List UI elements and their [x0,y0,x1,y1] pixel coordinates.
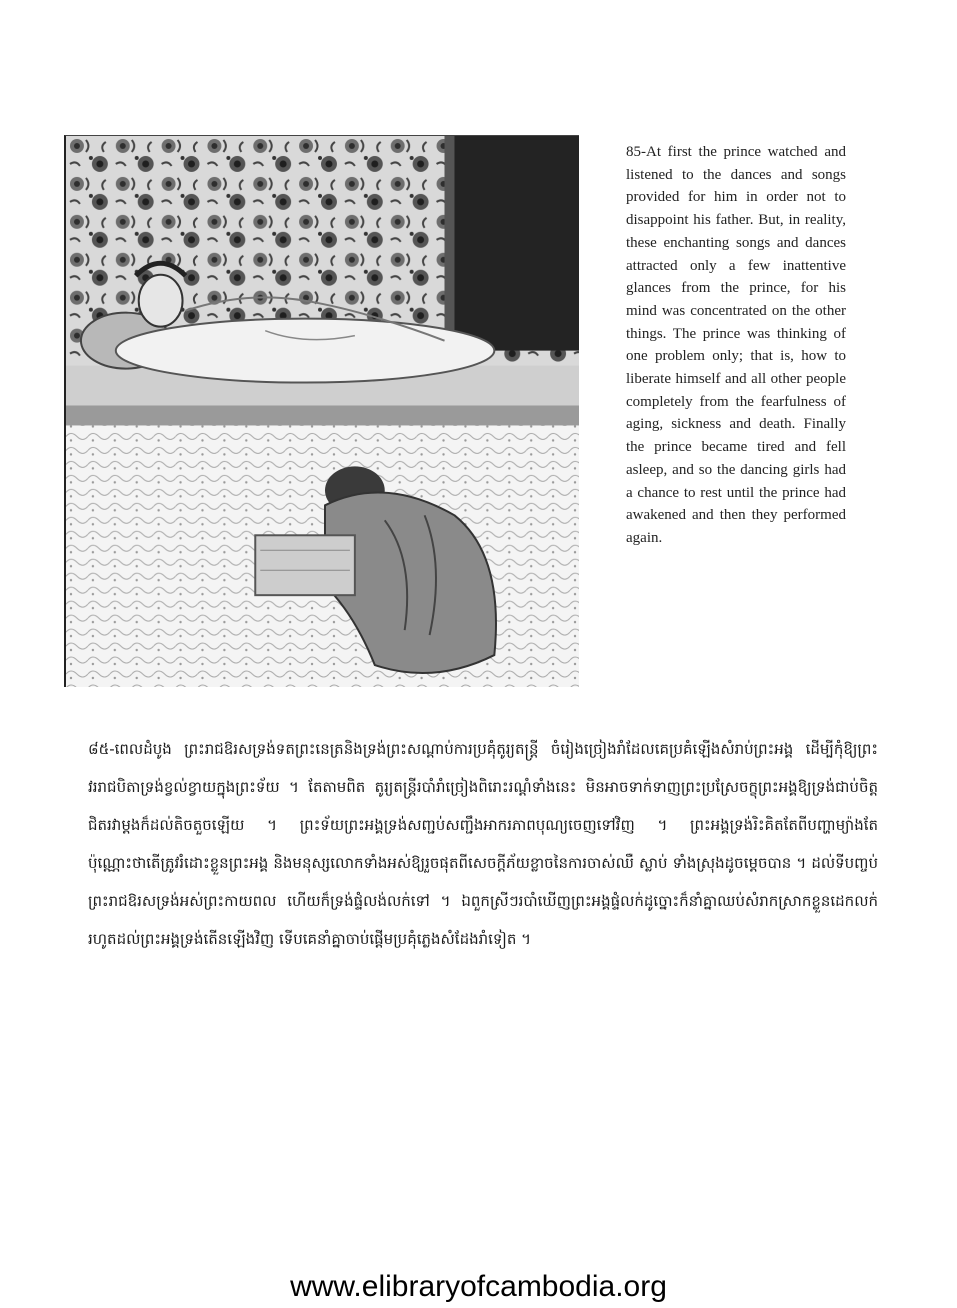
illustration [64,135,579,687]
footer-url: www.elibraryofcambodia.org [290,1270,667,1303]
khmer-caption: ៨៥-ពេលដំបូង ព្រះរាជឱរសទ្រង់ទតព្រះនេត្រនិងទ្រង់ព្រះសណ្ដាប់ការប្រគុំតូរ្យតន្ត្រី ចំរៀងច្រៀងរាំដែលគេប្រគំឡើងសំរាប់ព្រះអង្គ ដើម្បីកុំឱ្យព្រះវររាជបិតាទ្រង់ខ្វល់ខ្វាយក្នុងព្រះទ័យ ។ តែតាមពិត តូរ្យតន្ត្រីរបាំរាំច្រៀងពិរោះរណ្ដំទាំងនេះ មិនអាចទាក់ទាញព្រះប្រស្រែចក្ខុព្រះអង្គឱ្យទ្រង់ជាប់ចិត្តជិតរវាម្តងក៏ដល់តិចតួចឡើយ ។ ព្រះទ័យព្រះអង្គទ្រង់សញ្ជប់សញ្ជឹងអាករភាពបុណ្យចេញទៅវិញ ។ ព្រះអង្គទ្រង់រិះគិតតែពីបញ្ហាម្យ៉ាងតែប៉ុណ្ណោះថាតើត្រូវរំដោះខ្លួនព្រះអង្គ និងមនុស្សលោកទាំងអស់ឱ្យរួចផុតពីសេចក្ដីភ័យខ្លាចនៃការចាស់ឈឺ ស្លាប់ ទាំងស្រុងដូចម្ដេចបាន ។ ដល់ទីបញ្ចប់ព្រះរាជឱរសទ្រង់អស់ព្រះកាយពល ហើយក៏ទ្រង់ផ្ទំលង់លក់ទៅ ។ ឯពួកស្រីៗរបាំឃើញព្រះអង្គផ្ទំលក់ដូច្នោះក៏នាំគ្នាឈប់សំរាកស្រាកខ្លួនដេកលក់រហូតដល់ព្រះអង្គទ្រង់តើនឡើងវិញ ទើបគេនាំគ្នាចាប់ផ្ដើមប្រគុំភ្លេងសំដែងរាំទៀត ។ [88,740,878,948]
english-caption: 85-At first the prince watched and listened to the dances and songs provided for him in order not to disappoint his father. But, in reality, these enchanting songs and dances attracted only a few inattentive glances from the prince, for his mind was concentrated on the other things. The prince was thinking of one problem only; that is, how to liberate himself and all other people completely from the fearfulness of aging, sickness and death. Finally the prince became tired and fell asleep, and so the dancing girls had a chance to rest until the prince had awakened and then they performed again. [626,144,846,546]
